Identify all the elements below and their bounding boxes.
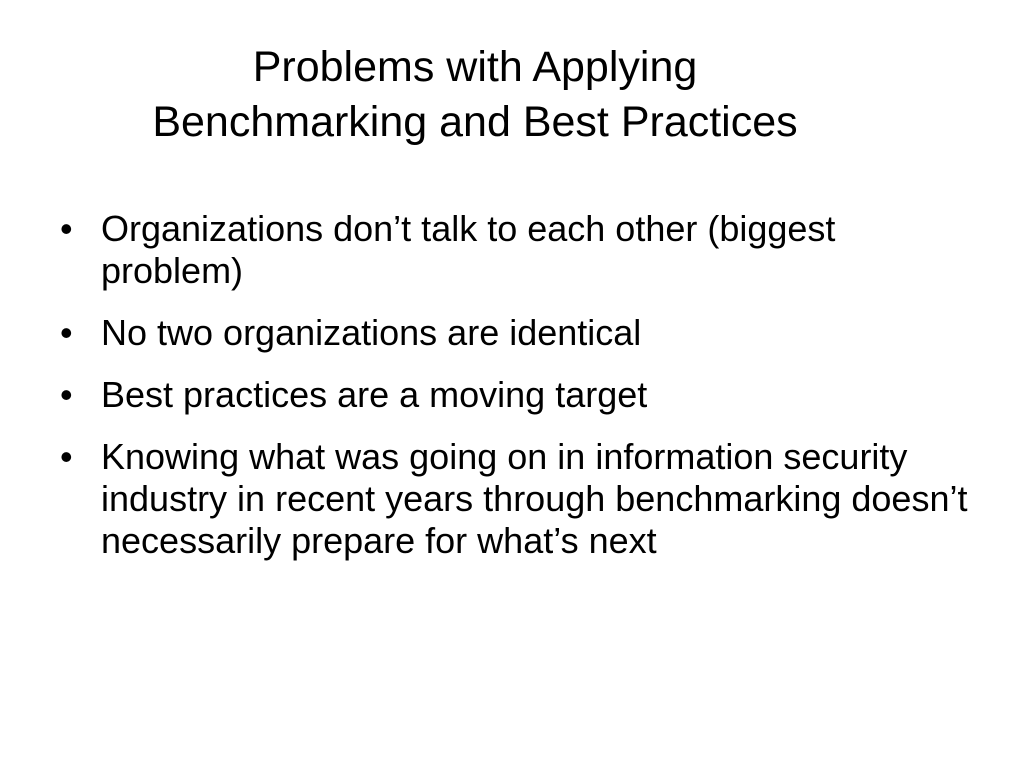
bullet-item xyxy=(58,208,978,292)
bullet-item xyxy=(58,436,978,562)
bullet-item xyxy=(58,374,978,416)
bullet-text: No two organizations are identical xyxy=(101,312,642,353)
bullet-text: Organizations don’t talk to each other (biggest problem) xyxy=(101,208,836,291)
bullet-marker: • xyxy=(60,208,73,249)
bullet-marker: • xyxy=(60,436,73,477)
slide-title xyxy=(40,40,910,150)
slide-title-line-1: Problems with Applying xyxy=(252,43,698,91)
bullet-text: Best practices are a moving target xyxy=(101,374,648,415)
bullet-item xyxy=(58,312,978,354)
bullet-text: Knowing what was going on in information security industry in recent years through benchmarking doesn’t necessarily prepare for what’s next xyxy=(101,436,968,561)
bullet-list xyxy=(58,208,978,582)
slide-title-line-2: Benchmarking and Best Practices xyxy=(152,98,798,146)
bullet-marker: • xyxy=(60,374,73,415)
bullet-marker: • xyxy=(60,312,73,353)
